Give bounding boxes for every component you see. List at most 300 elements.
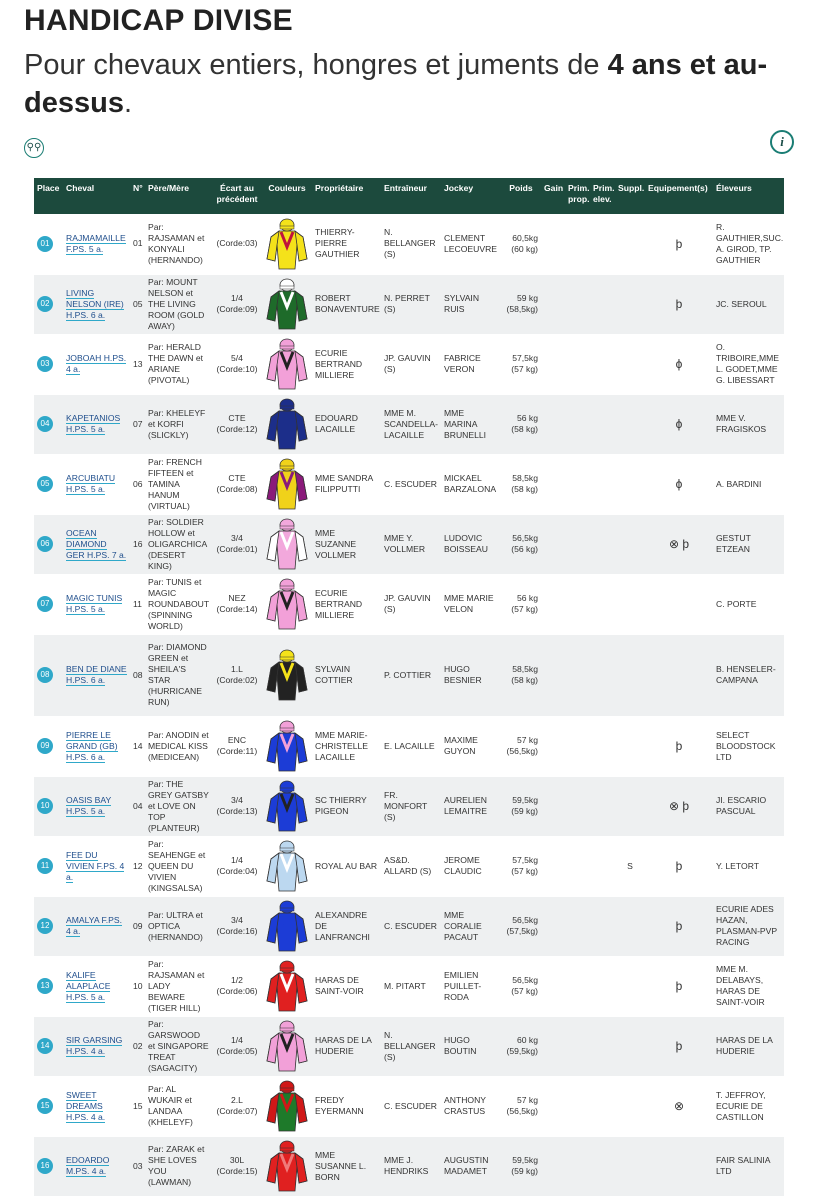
prim-prop-cell xyxy=(565,514,590,574)
horse-link[interactable]: LIVING NELSON (IRE) H.PS. 6 a. xyxy=(66,287,124,320)
gain-cell xyxy=(541,1076,565,1136)
breeders-cell: JI. ESCARIO PASCUAL xyxy=(713,776,784,836)
place-cell xyxy=(34,1076,63,1136)
silks-cell xyxy=(262,394,312,454)
number-cell: 10 xyxy=(130,956,145,1016)
owner-cell: ECURIE BERTRAND MILLIERE xyxy=(312,574,381,634)
prim-prop-cell xyxy=(565,896,590,956)
jockey-cell: EMILIEN PUILLET-RODA xyxy=(441,956,501,1016)
place-badge: 10 xyxy=(37,798,53,814)
horse-cell xyxy=(63,634,130,716)
owner-cell: FREDY EYERMANN xyxy=(312,1076,381,1136)
weight-cell: 57,5kg (57 kg) xyxy=(501,334,541,394)
place-badge: 15 xyxy=(37,1098,53,1114)
sire-dam-cell: Par: ULTRA et OPTICA (HERNANDO) xyxy=(145,896,212,956)
table-row xyxy=(34,574,784,634)
table-row xyxy=(34,274,784,334)
weight-cell: 59,5kg (59 kg) xyxy=(501,1136,541,1196)
sire-dam-cell: Par: RAJSAMAN et KONYALI (HERNANDO) xyxy=(145,214,212,274)
jockey-cell: CLEMENT LECOEUVRE xyxy=(441,214,501,274)
suppl-cell xyxy=(615,394,645,454)
jockey-cell: HUGO BOUTIN xyxy=(441,1016,501,1076)
header-poids[interactable]: Poids xyxy=(501,178,541,214)
table-row xyxy=(34,214,784,274)
table-row xyxy=(34,1136,784,1196)
owner-cell: MME SUZANNE VOLLMER xyxy=(312,514,381,574)
number-cell: 02 xyxy=(130,1016,145,1076)
sire-dam-cell: Par: SEAHENGE et QUEEN DU VIVIEN (KINGSALSA) xyxy=(145,836,212,896)
number-cell: 06 xyxy=(130,454,145,514)
sire-dam-cell: Par: FRENCH FIFTEEN et TAMINA HANUM (VIRTUAL) xyxy=(145,454,212,514)
breeders-cell: SELECT BLOODSTOCK LTD xyxy=(713,716,784,776)
prim-prop-cell xyxy=(565,1016,590,1076)
header-equipement[interactable]: Equipement(s) xyxy=(645,178,713,214)
place-cell xyxy=(34,214,63,274)
place-badge: 14 xyxy=(37,1038,53,1054)
equipment-cell: þ xyxy=(645,214,713,274)
header-ecart[interactable]: Écart au précédent xyxy=(212,178,262,214)
horse-cell xyxy=(63,214,130,274)
jockey-silks-icon xyxy=(265,648,309,702)
jockey-silks-icon xyxy=(265,577,309,631)
sire-dam-cell: Par: ANODIN et MEDICAL KISS (MEDICEAN) xyxy=(145,716,212,776)
weight-cell: 56 kg (58 kg) xyxy=(501,394,541,454)
weight-cell: 58,5kg (58 kg) xyxy=(501,634,541,716)
jockey-cell: FABRICE VERON xyxy=(441,334,501,394)
horse-link[interactable]: OCEAN DIAMOND GER H.PS. 7 a. xyxy=(66,527,127,560)
race-title: HANDICAP DIVISE xyxy=(24,4,293,37)
horse-link[interactable]: JOBOAH H.PS. 4 a. xyxy=(66,353,127,374)
place-cell xyxy=(34,776,63,836)
suppl-cell xyxy=(615,634,645,716)
jockey-silks-icon xyxy=(265,517,309,571)
trainer-cell: E. LACAILLE xyxy=(381,716,441,776)
sire-dam-cell: Par: MOUNT NELSON et THE LIVING ROOM (GOLD AWAY) xyxy=(145,274,212,334)
suppl-cell: S xyxy=(615,836,645,896)
jockey-cell: MICKAEL BARZALONA xyxy=(441,454,501,514)
jockey-silks-icon xyxy=(265,779,309,833)
gap-cell: 3/4 (Corde:16) xyxy=(212,896,262,956)
weight-cell: 60 kg (59,5kg) xyxy=(501,1016,541,1076)
horse-cell xyxy=(63,574,130,634)
place-cell xyxy=(34,836,63,896)
place-badge: 16 xyxy=(37,1158,53,1174)
jockey-cell: MME MARIE VELON xyxy=(441,574,501,634)
gap-cell: 1/4 (Corde:05) xyxy=(212,1016,262,1076)
horse-cell xyxy=(63,274,130,334)
header-proprietaire[interactable]: Propriétaire xyxy=(312,178,381,214)
prim-elev-cell xyxy=(590,634,615,716)
horse-link[interactable]: OASIS BAY H.PS. 5 a. xyxy=(66,795,112,816)
trainer-cell: MME Y. VOLLMER xyxy=(381,514,441,574)
header-num[interactable]: N° xyxy=(130,178,145,214)
number-cell: 15 xyxy=(130,1076,145,1136)
silks-cell xyxy=(262,274,312,334)
header-prim-prop[interactable]: Prim. prop. xyxy=(565,178,590,214)
prim-prop-cell xyxy=(565,716,590,776)
number-cell: 07 xyxy=(130,394,145,454)
header-place[interactable]: Place xyxy=(34,178,63,214)
gain-cell xyxy=(541,394,565,454)
prim-elev-cell xyxy=(590,956,615,1016)
prim-elev-cell xyxy=(590,214,615,274)
horse-link[interactable]: ARCUBIATU H.PS. 5 a. xyxy=(66,473,116,494)
prim-elev-cell xyxy=(590,836,615,896)
suppl-cell xyxy=(615,896,645,956)
prim-prop-cell xyxy=(565,214,590,274)
prim-elev-cell xyxy=(590,776,615,836)
owner-cell: HARAS DE LA HUDERIE xyxy=(312,1016,381,1076)
silks-cell xyxy=(262,776,312,836)
jockey-silks-icon xyxy=(265,1019,309,1073)
jockey-cell: AUGUSTIN MADAMET xyxy=(441,1136,501,1196)
equipment-cell: ϕ xyxy=(645,334,713,394)
horse-link[interactable]: AMALYA F.PS. 4 a. xyxy=(66,915,123,936)
horse-link[interactable]: EDOARDO M.PS. 4 a. xyxy=(66,1155,110,1176)
gap-cell: 1/4 (Corde:04) xyxy=(212,836,262,896)
gap-cell: 3/4 (Corde:01) xyxy=(212,514,262,574)
place-badge: 12 xyxy=(37,918,53,934)
place-cell xyxy=(34,574,63,634)
header-eleveurs[interactable]: Éleveurs xyxy=(713,178,784,214)
equipment-cell: þ xyxy=(645,1016,713,1076)
silks-cell xyxy=(262,1016,312,1076)
gap-cell: (Corde:03) xyxy=(212,214,262,274)
suppl-cell xyxy=(615,334,645,394)
jockey-silks-icon xyxy=(265,1139,309,1193)
place-badge: 05 xyxy=(37,476,53,492)
prim-elev-cell xyxy=(590,454,615,514)
prim-prop-cell xyxy=(565,1136,590,1196)
sire-dam-cell: Par: RAJSAMAN et LADY BEWARE (TIGER HILL) xyxy=(145,956,212,1016)
horse-cell xyxy=(63,956,130,1016)
horse-link[interactable]: MAGIC TUNIS H.PS. 5 a. xyxy=(66,593,123,614)
place-badge: 08 xyxy=(37,667,53,683)
horse-link[interactable]: SWEET DREAMS H.PS. 4 a. xyxy=(66,1089,106,1122)
prim-prop-cell xyxy=(565,1076,590,1136)
jockey-silks-icon xyxy=(265,959,309,1013)
weight-cell: 56,5kg (56 kg) xyxy=(501,514,541,574)
suppl-cell xyxy=(615,956,645,1016)
place-cell xyxy=(34,1136,63,1196)
horse-link[interactable]: RAJMAMAILLE F.PS. 5 a. xyxy=(66,232,126,254)
horse-cell xyxy=(63,514,130,574)
number-cell: 08 xyxy=(130,634,145,716)
breeders-cell: T. JEFFROY, ECURIE DE CASTILLON xyxy=(713,1076,784,1136)
equipment-cell: ⊗ þ xyxy=(645,514,713,574)
header-pere-mere[interactable]: Père/Mère xyxy=(145,178,212,214)
sire-dam-cell: Par: SOLDIER HOLLOW et OLIGARCHICA (DESERT KING) xyxy=(145,514,212,574)
prim-elev-cell xyxy=(590,394,615,454)
place-cell xyxy=(34,716,63,776)
conditions-suffix: . xyxy=(123,87,133,119)
place-cell xyxy=(34,514,63,574)
trainer-cell: N. BELLANGER (S) xyxy=(381,1016,441,1076)
place-badge: 09 xyxy=(37,738,53,754)
place-badge: 13 xyxy=(37,978,53,994)
horse-cell xyxy=(63,716,130,776)
place-cell xyxy=(34,956,63,1016)
number-cell: 03 xyxy=(130,1136,145,1196)
equipment-cell: þ xyxy=(645,956,713,1016)
silks-cell xyxy=(262,514,312,574)
header-prim-elev[interactable]: Prim. elev. xyxy=(590,178,615,214)
breeders-cell: MME V. FRAGISKOS xyxy=(713,394,784,454)
table-row xyxy=(34,454,784,514)
owner-cell: MME SUSANNE L. BORN xyxy=(312,1136,381,1196)
horse-link[interactable]: SIR GARSING H.PS. 4 a. xyxy=(66,1035,123,1056)
suppl-cell xyxy=(615,574,645,634)
header-cheval[interactable]: Cheval xyxy=(63,178,130,214)
header-couleurs[interactable]: Couleurs xyxy=(262,178,312,214)
horse-link[interactable]: KALIFE ALAPLACE H.PS. 5 a. xyxy=(66,969,111,1002)
table-row xyxy=(34,896,784,956)
horse-cell xyxy=(63,836,130,896)
header-jockey[interactable]: Jockey xyxy=(441,178,501,214)
horse-link[interactable]: KAPETANIOS H.PS. 5 a. xyxy=(66,413,121,434)
silks-cell xyxy=(262,334,312,394)
breeders-cell: O. TRIBOIRE,MME L. GODET,MME G. LIBESSART xyxy=(713,334,784,394)
jockey-cell: AURELIEN LEMAITRE xyxy=(441,776,501,836)
breeders-cell: ECURIE ADES HAZAN, PLASMAN-PVP RACING xyxy=(713,896,784,956)
number-cell: 16 xyxy=(130,514,145,574)
number-cell: 09 xyxy=(130,896,145,956)
trainer-cell: FR. MONFORT (S) xyxy=(381,776,441,836)
table-row xyxy=(34,394,784,454)
place-cell xyxy=(34,896,63,956)
sire-dam-cell: Par: ZARAK et SHE LOVES YOU (LAWMAN) xyxy=(145,1136,212,1196)
prim-elev-cell xyxy=(590,1016,615,1076)
horse-cell xyxy=(63,1016,130,1076)
equipment-cell: ϕ xyxy=(645,454,713,514)
binoculars-icon[interactable]: ⚲⚲ xyxy=(24,138,44,158)
table-row xyxy=(34,334,784,394)
owner-cell: SYLVAIN COTTIER xyxy=(312,634,381,716)
gain-cell xyxy=(541,214,565,274)
trainer-cell: MME J. HENDRIKS xyxy=(381,1136,441,1196)
silks-cell xyxy=(262,634,312,716)
weight-cell: 59,5kg (59 kg) xyxy=(501,776,541,836)
equipment-cell: þ xyxy=(645,274,713,334)
suppl-cell xyxy=(615,716,645,776)
table-row xyxy=(34,1076,784,1136)
horse-cell xyxy=(63,394,130,454)
trainer-cell: AS&D. ALLARD (S) xyxy=(381,836,441,896)
owner-cell: MME MARIE-CHRISTELLE LACAILLE xyxy=(312,716,381,776)
sire-dam-cell: Par: GARSWOOD et SINGAPORE TREAT (SAGACITY) xyxy=(145,1016,212,1076)
breeders-cell: JC. SEROUL xyxy=(713,274,784,334)
silks-cell xyxy=(262,836,312,896)
prim-prop-cell xyxy=(565,334,590,394)
owner-cell: THIERRY-PIERRE GAUTHIER xyxy=(312,214,381,274)
header-suppl[interactable]: Suppl. xyxy=(615,178,645,214)
horse-cell xyxy=(63,334,130,394)
trainer-cell: MME M. SCANDELLA-LACAILLE xyxy=(381,394,441,454)
place-badge: 02 xyxy=(37,296,53,312)
gain-cell xyxy=(541,514,565,574)
gain-cell xyxy=(541,334,565,394)
gain-cell xyxy=(541,574,565,634)
trainer-cell: JP. GAUVIN (S) xyxy=(381,574,441,634)
table-row xyxy=(34,716,784,776)
jockey-silks-icon xyxy=(265,457,309,511)
sire-dam-cell: Par: TUNIS et MAGIC ROUNDABOUT (SPINNING WORLD) xyxy=(145,574,212,634)
suppl-cell xyxy=(615,776,645,836)
breeders-cell: Y. LETORT xyxy=(713,836,784,896)
horse-cell xyxy=(63,776,130,836)
weight-cell: 59 kg (58,5kg) xyxy=(501,274,541,334)
number-cell: 04 xyxy=(130,776,145,836)
horse-cell xyxy=(63,454,130,514)
jockey-silks-icon xyxy=(265,277,309,331)
gap-cell: 3/4 (Corde:13) xyxy=(212,776,262,836)
place-cell xyxy=(34,394,63,454)
number-cell: 01 xyxy=(130,214,145,274)
trainer-cell: P. COTTIER xyxy=(381,634,441,716)
prim-elev-cell xyxy=(590,1076,615,1136)
jockey-silks-icon xyxy=(265,397,309,451)
equipment-cell xyxy=(645,574,713,634)
silks-cell xyxy=(262,574,312,634)
number-cell: 13 xyxy=(130,334,145,394)
gain-cell xyxy=(541,956,565,1016)
jockey-silks-icon xyxy=(265,839,309,893)
suppl-cell xyxy=(615,1016,645,1076)
equipment-cell: ϕ xyxy=(645,394,713,454)
prim-elev-cell xyxy=(590,274,615,334)
info-icon[interactable]: i xyxy=(770,130,794,154)
place-badge: 07 xyxy=(37,596,53,612)
place-cell xyxy=(34,454,63,514)
gain-cell xyxy=(541,274,565,334)
equipment-cell: þ xyxy=(645,836,713,896)
prim-elev-cell xyxy=(590,716,615,776)
suppl-cell xyxy=(615,454,645,514)
gap-cell: 5/4 (Corde:10) xyxy=(212,334,262,394)
owner-cell: SC THIERRY PIGEON xyxy=(312,776,381,836)
gain-cell xyxy=(541,1016,565,1076)
place-badge: 11 xyxy=(37,858,53,874)
weight-cell: 57 kg (56,5kg) xyxy=(501,716,541,776)
horse-link[interactable]: FEE DU VIVIEN F.PS. 4 a. xyxy=(66,849,125,882)
gap-cell: CTE (Corde:12) xyxy=(212,394,262,454)
breeders-cell: A. BARDINI xyxy=(713,454,784,514)
jockey-cell: HUGO BESNIER xyxy=(441,634,501,716)
prim-elev-cell xyxy=(590,896,615,956)
prim-elev-cell xyxy=(590,334,615,394)
gain-cell xyxy=(541,896,565,956)
number-cell: 11 xyxy=(130,574,145,634)
place-cell xyxy=(34,634,63,716)
weight-cell: 57 kg (56,5kg) xyxy=(501,1076,541,1136)
breeders-cell: GESTUT ETZEAN xyxy=(713,514,784,574)
sire-dam-cell: Par: AL WUKAIR et LANDAA (KHELEYF) xyxy=(145,1076,212,1136)
jockey-cell: ANTHONY CRASTUS xyxy=(441,1076,501,1136)
prim-elev-cell xyxy=(590,1136,615,1196)
trainer-cell: JP. GAUVIN (S) xyxy=(381,334,441,394)
place-cell xyxy=(34,274,63,334)
place-cell xyxy=(34,334,63,394)
breeders-cell: FAIR SALINIA LTD xyxy=(713,1136,784,1196)
breeders-cell: HARAS DE LA HUDERIE xyxy=(713,1016,784,1076)
silks-cell xyxy=(262,896,312,956)
prim-prop-cell xyxy=(565,454,590,514)
weight-cell: 56 kg (57 kg) xyxy=(501,574,541,634)
jockey-cell: SYLVAIN RUIS xyxy=(441,274,501,334)
trainer-cell: N. BELLANGER (S) xyxy=(381,214,441,274)
gap-cell: NEZ (Corde:14) xyxy=(212,574,262,634)
gain-cell xyxy=(541,1136,565,1196)
results-table xyxy=(34,178,784,1197)
jockey-cell: LUDOVIC BOISSEAU xyxy=(441,514,501,574)
weight-cell: 57,5kg (57 kg) xyxy=(501,836,541,896)
owner-cell: ALEXANDRE DE LANFRANCHI xyxy=(312,896,381,956)
table-row xyxy=(34,956,784,1016)
equipment-cell: þ xyxy=(645,896,713,956)
table-row xyxy=(34,634,784,716)
trainer-cell: C. ESCUDER xyxy=(381,454,441,514)
silks-cell xyxy=(262,214,312,274)
conditions-age: 4 ans et au-dessus xyxy=(24,49,768,119)
jockey-cell: MAXIME GUYON xyxy=(441,716,501,776)
weight-cell: 56,5kg (57,5kg) xyxy=(501,896,541,956)
header-gain[interactable]: Gain xyxy=(541,178,565,214)
equipment-cell: ⊗ þ xyxy=(645,776,713,836)
suppl-cell xyxy=(615,1076,645,1136)
horse-link[interactable]: BEN DE DIANE H.PS. 6 a. xyxy=(66,664,127,685)
gap-cell: 1/2 (Corde:06) xyxy=(212,956,262,1016)
equipment-cell xyxy=(645,1136,713,1196)
gap-cell: 1/4 (Corde:09) xyxy=(212,274,262,334)
number-cell: 05 xyxy=(130,274,145,334)
silks-cell xyxy=(262,956,312,1016)
owner-cell: ROBERT BONAVENTURE xyxy=(312,274,381,334)
horse-cell xyxy=(63,1076,130,1136)
jockey-silks-icon xyxy=(265,899,309,953)
weight-cell: 60,5kg (60 kg) xyxy=(501,214,541,274)
suppl-cell xyxy=(615,274,645,334)
jockey-silks-icon xyxy=(265,217,309,271)
header-entraineur[interactable]: Entraîneur xyxy=(381,178,441,214)
gain-cell xyxy=(541,454,565,514)
gap-cell: 1.L (Corde:02) xyxy=(212,634,262,716)
gain-cell xyxy=(541,634,565,716)
gap-cell: 2.L (Corde:07) xyxy=(212,1076,262,1136)
table-row xyxy=(34,776,784,836)
gap-cell: 30L (Corde:15) xyxy=(212,1136,262,1196)
breeders-cell: B. HENSELER-CAMPANA xyxy=(713,634,784,716)
place-badge: 04 xyxy=(37,416,53,432)
sire-dam-cell: Par: THE GREY GATSBY et LOVE ON TOP (PLANTEUR) xyxy=(145,776,212,836)
trainer-cell: C. ESCUDER xyxy=(381,1076,441,1136)
sire-dam-cell: Par: DIAMOND GREEN et SHEILA'S STAR (HURRICANE RUN) xyxy=(145,634,212,716)
suppl-cell xyxy=(615,1136,645,1196)
race-conditions xyxy=(24,46,794,122)
breeders-cell: R. GAUTHIER,SUC. A. GIROD, TP. GAUTHIER xyxy=(713,214,784,274)
owner-cell: MME SANDRA FILIPPUTTI xyxy=(312,454,381,514)
horse-link[interactable]: PIERRE LE GRAND (GB) H.PS. 6 a. xyxy=(66,729,118,762)
silks-cell xyxy=(262,1136,312,1196)
breeders-cell: C. PORTE xyxy=(713,574,784,634)
prim-prop-cell xyxy=(565,574,590,634)
gap-cell: CTE (Corde:08) xyxy=(212,454,262,514)
jockey-silks-icon xyxy=(265,337,309,391)
trainer-cell: C. ESCUDER xyxy=(381,896,441,956)
gain-cell xyxy=(541,716,565,776)
table-row xyxy=(34,514,784,574)
breeders-cell: MME M. DELABAYS, HARAS DE SAINT-VOIR xyxy=(713,956,784,1016)
prim-prop-cell xyxy=(565,836,590,896)
